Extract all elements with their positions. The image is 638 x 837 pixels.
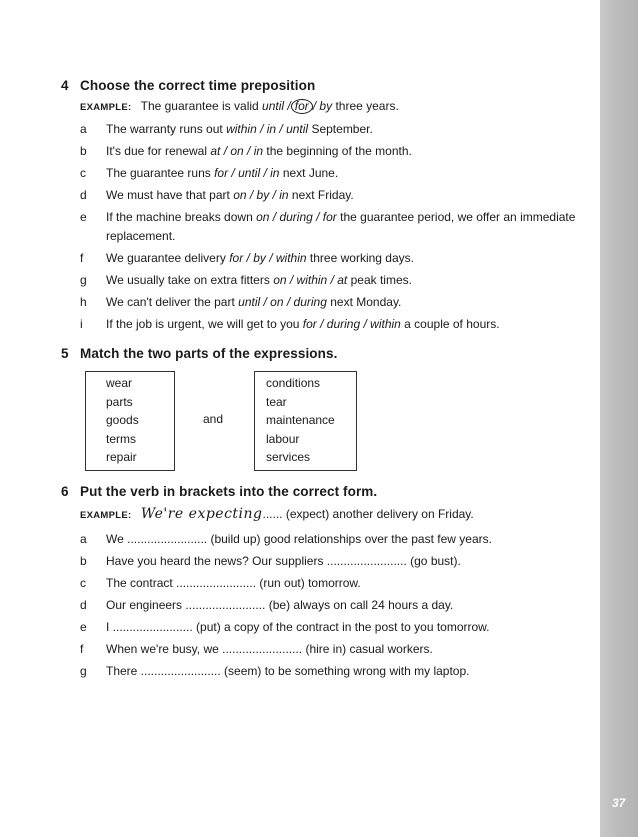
item-options: at / on / in [210, 144, 264, 158]
item-letter: c [80, 576, 86, 590]
item-options: on / by / in [233, 188, 289, 202]
item-sentence [106, 187, 354, 203]
item-options: for / until / in [214, 166, 280, 180]
section-5-number: 5 [61, 346, 69, 361]
item-letter: c [80, 166, 86, 180]
example-label: EXAMPLE: [80, 102, 132, 113]
item-letter: a [80, 122, 87, 136]
item-before: If the machine breaks down [106, 210, 253, 224]
item-after: next Monday. [330, 295, 402, 309]
item-continuation: replacement. [106, 229, 176, 243]
item-sentence [106, 121, 373, 137]
left-word: wear [106, 376, 133, 390]
right-word: maintenance [266, 413, 335, 427]
item-sentence: Have you heard the news? Our suppliers ........................ (go bust). [106, 554, 461, 568]
right-word-box [254, 371, 357, 471]
section-5-title: Match the two parts of the expressions. [80, 346, 338, 361]
right-word: services [266, 450, 311, 464]
section-6-example [80, 506, 474, 522]
item-options: on / during / for [256, 210, 337, 224]
item-letter: e [80, 620, 87, 634]
item-sentence [106, 316, 500, 332]
section-4-example [80, 99, 399, 114]
circled-answer: for [291, 99, 313, 114]
item-before: We can't deliver the part [106, 295, 235, 309]
item-sentence [106, 208, 575, 246]
example-option-a: until / [262, 99, 291, 113]
item-options: within / in / until [226, 122, 309, 136]
item-sentence [106, 165, 338, 181]
right-word: conditions [266, 376, 321, 390]
item-sentence: The contract ........................ (run out) tomorrow. [106, 576, 361, 590]
item-after: the guarantee period, we offer an immediate [340, 210, 576, 224]
item-options: for / by / within [229, 251, 307, 265]
item-letter: i [80, 317, 83, 331]
page-number: 37 [612, 796, 626, 810]
item-after: a couple of hours. [404, 317, 500, 331]
item-after: next Friday. [291, 188, 354, 202]
item-before: We must have that part [106, 188, 230, 202]
left-word: parts [106, 394, 133, 409]
page-edge-strip [600, 0, 638, 837]
item-options: on / within / at [273, 273, 348, 287]
item-letter: d [80, 598, 87, 612]
item-letter: f [80, 251, 84, 265]
item-before: It's due for renewal [106, 144, 208, 158]
item-sentence: We ........................ (build up) good relationships over the past few years. [106, 532, 492, 546]
item-after: September. [311, 122, 373, 136]
item-after: three working days. [309, 251, 414, 265]
item-letter: h [80, 295, 87, 309]
section-4-heading [61, 78, 315, 93]
example-before: The guarantee is valid [140, 99, 259, 113]
left-word: repair [106, 450, 137, 464]
right-word: labour [266, 431, 300, 446]
item-before: The warranty runs out [106, 122, 223, 136]
item-letter: d [80, 188, 87, 202]
item-sentence: When we're busy, we ........................ (hire in) casual workers. [106, 642, 433, 656]
section-4-title: Choose the correct time preposition [80, 78, 316, 93]
item-sentence [106, 272, 412, 288]
item-sentence [106, 143, 412, 159]
item-after: next June. [282, 166, 339, 180]
item-sentence [106, 294, 401, 310]
left-word-box [85, 371, 175, 471]
right-word: tear [266, 394, 287, 409]
item-sentence [106, 250, 414, 266]
item-letter: g [80, 664, 87, 678]
left-word: terms [106, 431, 136, 446]
item-before: We guarantee delivery [106, 251, 226, 265]
item-letter: g [80, 273, 87, 287]
section-5-heading [61, 346, 337, 361]
item-before: The guarantee runs [106, 166, 211, 180]
item-after: peak times. [350, 273, 412, 287]
item-sentence: Our engineers ........................ (be) always on call 24 hours a day. [106, 598, 454, 612]
left-word: goods [106, 413, 139, 427]
example-label: EXAMPLE: [80, 510, 132, 521]
item-sentence: I ........................ (put) a copy of the contract in the post to you tomorrow. [106, 620, 490, 634]
item-letter: b [80, 144, 87, 158]
item-options: for / during / within [302, 317, 401, 331]
example-after: three years. [335, 99, 399, 113]
item-before: We usually take on extra fitters [106, 273, 270, 287]
section-6-number: 6 [61, 484, 69, 499]
example-option-b: / by [312, 99, 333, 113]
handwritten-answer: We're expecting [140, 506, 263, 522]
connector-word: and [203, 412, 224, 426]
section-6-heading [61, 484, 377, 499]
item-after: the beginning of the month. [266, 144, 412, 158]
item-letter: e [80, 210, 87, 224]
item-letter: b [80, 554, 87, 568]
item-letter: a [80, 532, 87, 546]
item-options: until / on / during [238, 295, 327, 309]
section-6-title: Put the verb in brackets into the correct form. [80, 484, 378, 499]
example-dots: ...... [262, 507, 283, 521]
item-sentence: There ........................ (seem) to be something wrong with my laptop. [106, 664, 470, 678]
section-4-number: 4 [61, 78, 69, 93]
item-letter: f [80, 642, 84, 656]
example-rest: (expect) another delivery on Friday. [285, 507, 474, 521]
item-before: If the job is urgent, we will get to you [106, 317, 300, 331]
